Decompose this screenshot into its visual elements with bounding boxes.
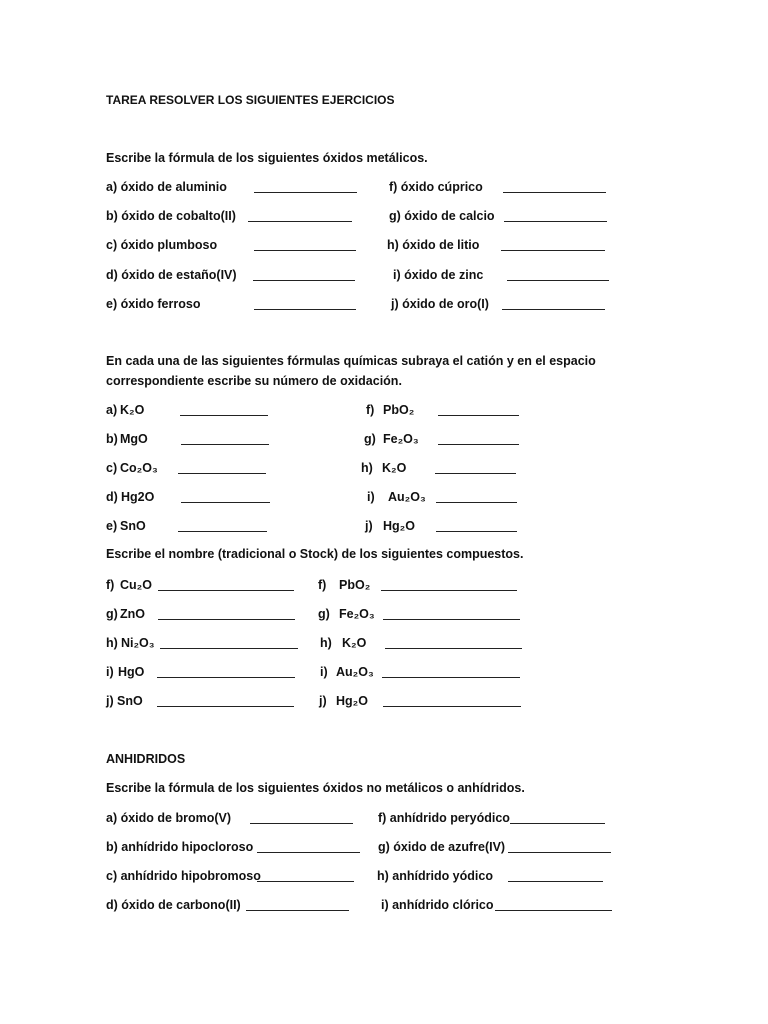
answer-blank[interactable] [160, 648, 298, 649]
answer-blank[interactable] [438, 444, 519, 445]
answer-blank[interactable] [504, 221, 607, 222]
exercise-letter: g) [106, 607, 118, 621]
answer-blank[interactable] [385, 648, 522, 649]
section4-row [0, 809, 768, 827]
answer-blank[interactable] [180, 415, 268, 416]
chemical-formula: PbO₂ [383, 403, 415, 417]
section3-row [0, 634, 768, 652]
answer-blank[interactable] [254, 192, 357, 193]
section1-row [0, 266, 768, 284]
answer-blank[interactable] [181, 502, 270, 503]
answer-blank[interactable] [158, 590, 294, 591]
section1-row [0, 295, 768, 313]
exercise-label: f) óxido cúprico [389, 180, 483, 194]
section4-row [0, 896, 768, 914]
answer-blank[interactable] [257, 852, 360, 853]
answer-blank[interactable] [508, 881, 603, 882]
chemical-formula: K₂O [382, 461, 407, 475]
chemical-formula: Hg2O [121, 490, 155, 504]
section2-row [0, 401, 768, 419]
exercise-label: j) óxido de oro(I) [391, 297, 489, 311]
chemical-formula: Hg₂O [383, 519, 415, 533]
chemical-formula: Hg₂O [336, 694, 368, 708]
chemical-formula: ZnO [120, 607, 145, 621]
section2-row [0, 459, 768, 477]
exercise-letter: h) [361, 461, 373, 475]
chemical-formula: MgO [120, 432, 148, 446]
answer-blank[interactable] [178, 531, 267, 532]
exercise-letter: h) [320, 636, 332, 650]
chemical-formula: Ni₂O₃ [121, 636, 155, 650]
exercise-label: b) anhídrido hipocloroso [106, 840, 254, 854]
exercise-label: a) óxido de aluminio [106, 180, 227, 194]
answer-blank[interactable] [157, 706, 294, 707]
chemical-formula: Cu₂O [120, 578, 152, 592]
section2-row [0, 488, 768, 506]
exercise-letter: i) [367, 490, 375, 504]
answer-blank[interactable] [254, 250, 356, 251]
chemical-formula: Fe₂O₃ [383, 432, 419, 446]
exercise-label: f) anhídrido peryódico [378, 811, 510, 825]
exercise-letter: f) [318, 578, 327, 592]
section4-row [0, 838, 768, 856]
answer-blank[interactable] [503, 192, 606, 193]
chemical-formula: Au₂O₃ [336, 665, 374, 679]
chemical-formula: SnO [120, 519, 146, 533]
chemical-formula: Fe₂O₃ [339, 607, 375, 621]
chemical-formula: K₂O [342, 636, 367, 650]
exercise-label: a) óxido de bromo(V) [106, 811, 231, 825]
section2-instruction-line1: En cada una de las siguientes fórmulas químicas subraya el catión y en el espacio [106, 354, 596, 368]
exercise-label: h) óxido de litio [387, 238, 480, 252]
section1-row [0, 207, 768, 225]
answer-blank[interactable] [253, 280, 355, 281]
exercise-letter: c) [106, 461, 118, 475]
section1-instruction: Escribe la fórmula de los siguientes óxidos metálicos. [106, 151, 428, 165]
answer-blank[interactable] [248, 221, 352, 222]
chemical-formula: Co₂O₃ [120, 461, 158, 475]
answer-blank[interactable] [178, 473, 266, 474]
chemical-formula: HgO [118, 665, 145, 679]
answer-blank[interactable] [158, 619, 295, 620]
answer-blank[interactable] [436, 502, 517, 503]
answer-blank[interactable] [438, 415, 519, 416]
exercise-letter: i) [106, 665, 114, 679]
answer-blank[interactable] [246, 910, 349, 911]
section2-row [0, 430, 768, 448]
chemical-formula: PbO₂ [339, 578, 371, 592]
exercise-label: d) óxido de estaño(IV) [106, 268, 237, 282]
answer-blank[interactable] [495, 910, 612, 911]
exercise-label: i) anhídrido clórico [381, 898, 494, 912]
exercise-letter: g) [318, 607, 330, 621]
answer-blank[interactable] [501, 250, 605, 251]
answer-blank[interactable] [257, 881, 354, 882]
worksheet-title: TAREA RESOLVER LOS SIGUIENTES EJERCICIOS [106, 93, 395, 107]
answer-blank[interactable] [436, 531, 517, 532]
section3-row [0, 605, 768, 623]
answer-blank[interactable] [507, 280, 609, 281]
section3-row [0, 692, 768, 710]
section4-row [0, 867, 768, 885]
exercise-letter: f) [366, 403, 375, 417]
chemical-formula: K₂O [120, 403, 145, 417]
exercise-letter: a) [106, 403, 118, 417]
answer-blank[interactable] [381, 590, 517, 591]
exercise-letter: e) [106, 519, 118, 533]
exercise-letter: j) [319, 694, 327, 708]
exercise-letter: i) [320, 665, 328, 679]
section1-row [0, 178, 768, 196]
section2-row [0, 517, 768, 535]
exercise-letter: d) [106, 490, 118, 504]
answer-blank[interactable] [181, 444, 269, 445]
answer-blank[interactable] [383, 706, 521, 707]
section4-heading: ANHIDRIDOS [106, 752, 186, 766]
section4-instruction: Escribe la fórmula de los siguientes óxidos no metálicos o anhídridos. [106, 781, 525, 795]
exercise-letter: j) [106, 694, 114, 708]
exercise-label: i) óxido de zinc [393, 268, 484, 282]
exercise-label: c) anhídrido hipobromoso [106, 869, 261, 883]
exercise-label: d) óxido de carbono(II) [106, 898, 241, 912]
exercise-label: e) óxido ferroso [106, 297, 201, 311]
section3-row [0, 576, 768, 594]
exercise-label: g) óxido de azufre(IV) [378, 840, 506, 854]
answer-blank[interactable] [157, 677, 295, 678]
exercise-label: c) óxido plumboso [106, 238, 218, 252]
answer-blank[interactable] [254, 309, 356, 310]
answer-blank[interactable] [383, 619, 520, 620]
answer-blank[interactable] [382, 677, 520, 678]
chemical-formula: Au₂O₃ [388, 490, 426, 504]
answer-blank[interactable] [508, 852, 611, 853]
exercise-letter: b) [106, 432, 118, 446]
answer-blank[interactable] [435, 473, 516, 474]
exercise-letter: g) [364, 432, 376, 446]
exercise-label: h) anhídrido yódico [377, 869, 493, 883]
section3-instruction: Escribe el nombre (tradicional o Stock) de los siguientes compuestos. [106, 547, 524, 561]
chemical-formula: SnO [117, 694, 143, 708]
exercise-label: b) óxido de cobalto(II) [106, 209, 236, 223]
exercise-letter: j) [365, 519, 373, 533]
answer-blank[interactable] [502, 309, 605, 310]
exercise-letter: f) [106, 578, 115, 592]
answer-blank[interactable] [510, 823, 605, 824]
answer-blank[interactable] [250, 823, 353, 824]
exercise-label: g) óxido de calcio [389, 209, 495, 223]
section1-row [0, 236, 768, 254]
exercise-letter: h) [106, 636, 118, 650]
section3-row [0, 663, 768, 681]
section2-instruction-line2: correspondiente escribe su número de oxidación. [106, 374, 402, 388]
